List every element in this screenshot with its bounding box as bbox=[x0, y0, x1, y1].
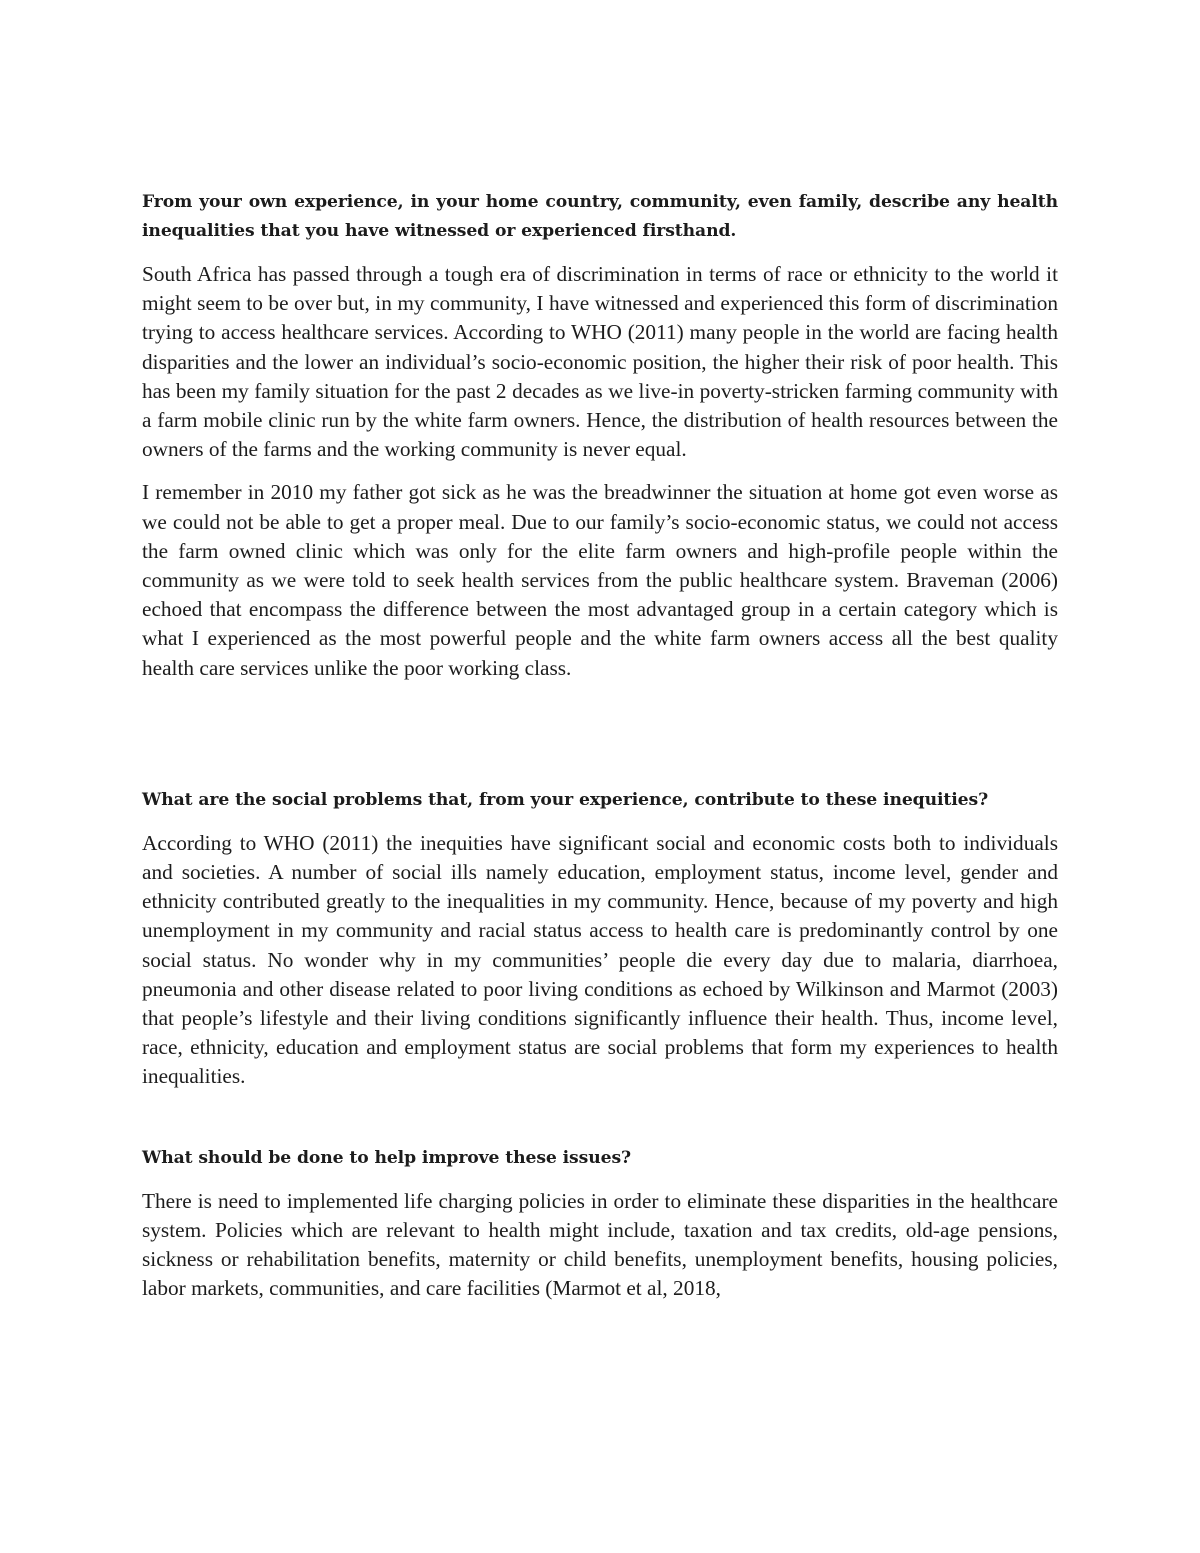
section-3-heading: What should be done to help improve these issues? bbox=[142, 1147, 631, 1168]
section-2-paragraph-1: According to WHO (2011) the inequities have significant social and economic costs both to individuals and societies. A number of social ills namely education, employment status, income level, gender and ethnicity contributed greatly to the inequalities in my community. Hence, because of my poverty and high unemployment in my community and racial status access to health care is predominantly control by one social status. No wonder why in my communities’ people die every day due to malaria, diarrhoea, pneumonia and other disease related to poor living conditions as echoed by Wilkinson and Marmot (2003) that people’s lifestyle and their living conditions significantly influence their health. Thus, income level, race, ethnicity, education and employment status are social problems that form my experiences to health inequalities. bbox=[142, 830, 1058, 1089]
section-1-paragraph-1: South Africa has passed through a tough era of discrimination in terms of race or ethnicity to the world it might seem to be over but, in my community, I have witnessed and experienced this form of discrimination trying to access healthcare services. According to WHO (2011) many people in the world are facing health disparities and the lower an individual’s socio-economic position, the higher their risk of poor health. This has been my family situation for the past 2 decades as we live-in poverty-stricken farming community with a farm mobile clinic run by the white farm owners. Hence, the distribution of health resources between the owners of the farms and the working community is never equal. bbox=[142, 262, 1058, 462]
section-2-heading: What are the social problems that, from your experience, contribute to these inequities? bbox=[142, 789, 989, 810]
section-3-paragraph-1: There is need to implemented life charging policies in order to eliminate these disparities in the healthcare system. Policies which are relevant to health might include, taxation and tax credits, old-age pensions, sickness or rehabilitation benefits, maternity or child benefits, unemployment benefits, housing policies, labor markets, communities, and care facilities (Marmot et al, 2018, bbox=[142, 1188, 1058, 1301]
section-1-heading: From your own experience, in your home country, community, even family, describe any health inequalities that you have witnessed or experienced firsthand. bbox=[142, 192, 1058, 241]
section-1-paragraph-2: I remember in 2010 my father got sick as he was the breadwinner the situation at home got even worse as we could not be able to get a proper meal. Due to our family’s socio-economic status, we could not access the farm owned clinic which was only for the elite farm owners and high-profile people within the community as we were told to seek health services from the public healthcare system. Braveman (2006) echoed that encompass the difference between the most advantaged group in a certain category which is what I experienced as the most powerful people and the white farm owners access all the best quality health care services unlike the poor working class. bbox=[142, 480, 1058, 680]
document-body bbox=[142, 188, 1058, 1303]
